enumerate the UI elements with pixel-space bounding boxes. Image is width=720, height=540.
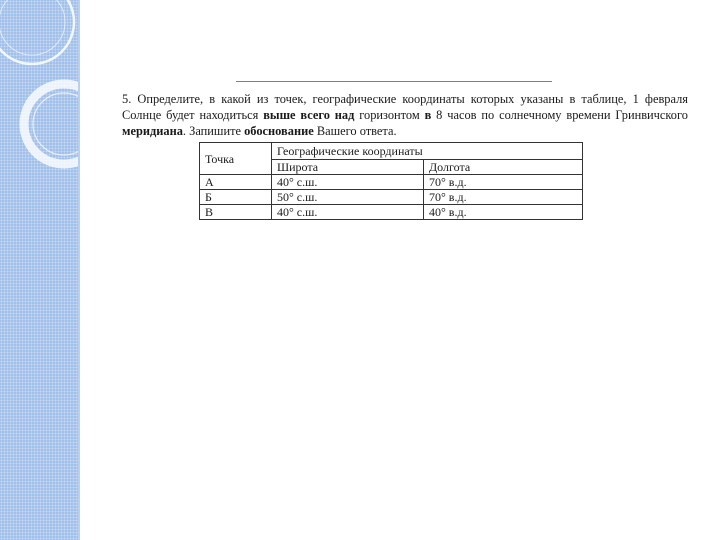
table-row [200, 190, 583, 205]
decorative-sidebar [0, 0, 80, 540]
table-row [200, 175, 583, 190]
cell-latitude: 50° с.ш. [272, 190, 424, 205]
cell-longitude: 70° в.д. [424, 190, 583, 205]
header-longitude: Долгота [424, 160, 583, 175]
cell-point: А [200, 175, 272, 190]
cell-longitude: 40° в.д. [424, 205, 583, 220]
cell-point: Б [200, 190, 272, 205]
cell-latitude: 40° с.ш. [272, 175, 424, 190]
coordinates-table [199, 142, 583, 220]
top-divider-line [236, 81, 552, 82]
question-text: 5. Определите, в какой из точек, географические координаты которых указаны в таблице, 1 февраля Солнце будет находиться выше всего над горизонтом в 8 часов по солнечному времени Гринвичского меридиана. Запишите обоснование Вашего ответа. [122, 92, 688, 138]
header-coordinates: Географические координаты [272, 143, 583, 160]
table-row [200, 205, 583, 220]
cell-point: В [200, 205, 272, 220]
decorative-circles-graphic [0, 0, 80, 540]
header-point: Точка [200, 143, 272, 175]
header-latitude: Широта [272, 160, 424, 175]
table-header-row [200, 143, 583, 160]
cell-latitude: 40° с.ш. [272, 205, 424, 220]
sidebar-edge [78, 0, 80, 540]
cell-longitude: 70° в.д. [424, 175, 583, 190]
